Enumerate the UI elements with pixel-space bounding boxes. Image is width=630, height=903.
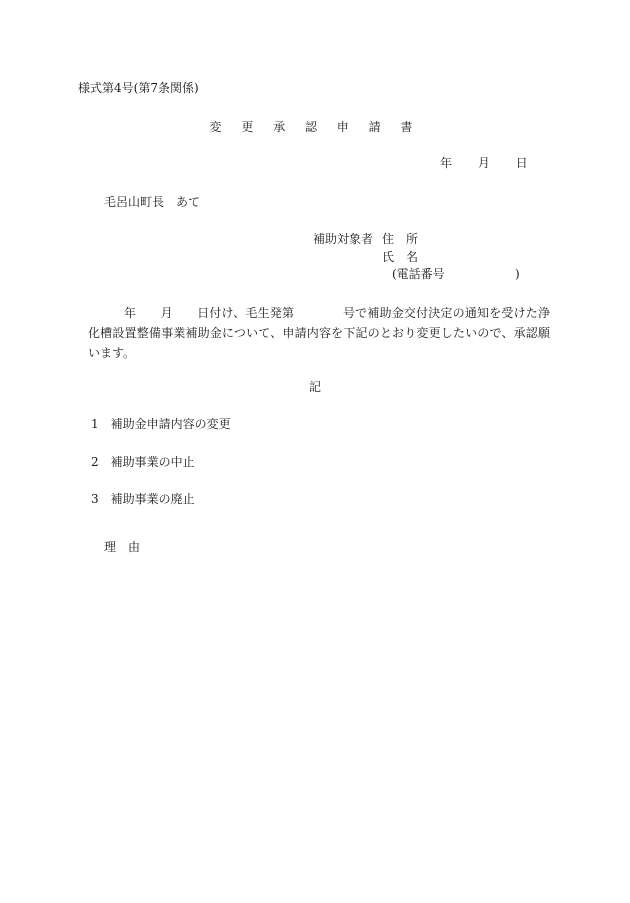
phone-label: (電話番号 xyxy=(392,267,445,281)
name-label: 氏 名 xyxy=(382,250,419,264)
form-number: 様式第4号(第7条関係) xyxy=(78,81,199,95)
list-item: 2 補助事業の中止 xyxy=(91,455,195,469)
date-line: 年 月 日 xyxy=(440,156,528,170)
address-label: 住 所 xyxy=(382,232,419,246)
list-item: 3 補助事業の廃止 xyxy=(91,492,195,506)
ki-heading: 記 xyxy=(308,380,321,394)
document-title: 変 更 承 認 申 請 書 xyxy=(209,120,421,134)
list-item: 1 補助金申請内容の変更 xyxy=(91,417,231,431)
reason-label: 理 由 xyxy=(104,540,141,554)
body-paragraph: 年 月 日付け、毛生発第 号で補助金交付決定の通知を受けた浄化槽設置整備事業補助金について、申請内容を下記のとおり変更したいので、承認願います。 xyxy=(88,306,550,360)
phone-close-paren: ) xyxy=(515,267,520,281)
applicant-label: 補助対象者 xyxy=(313,232,374,246)
addressee: 毛呂山町長 あて xyxy=(104,195,201,209)
